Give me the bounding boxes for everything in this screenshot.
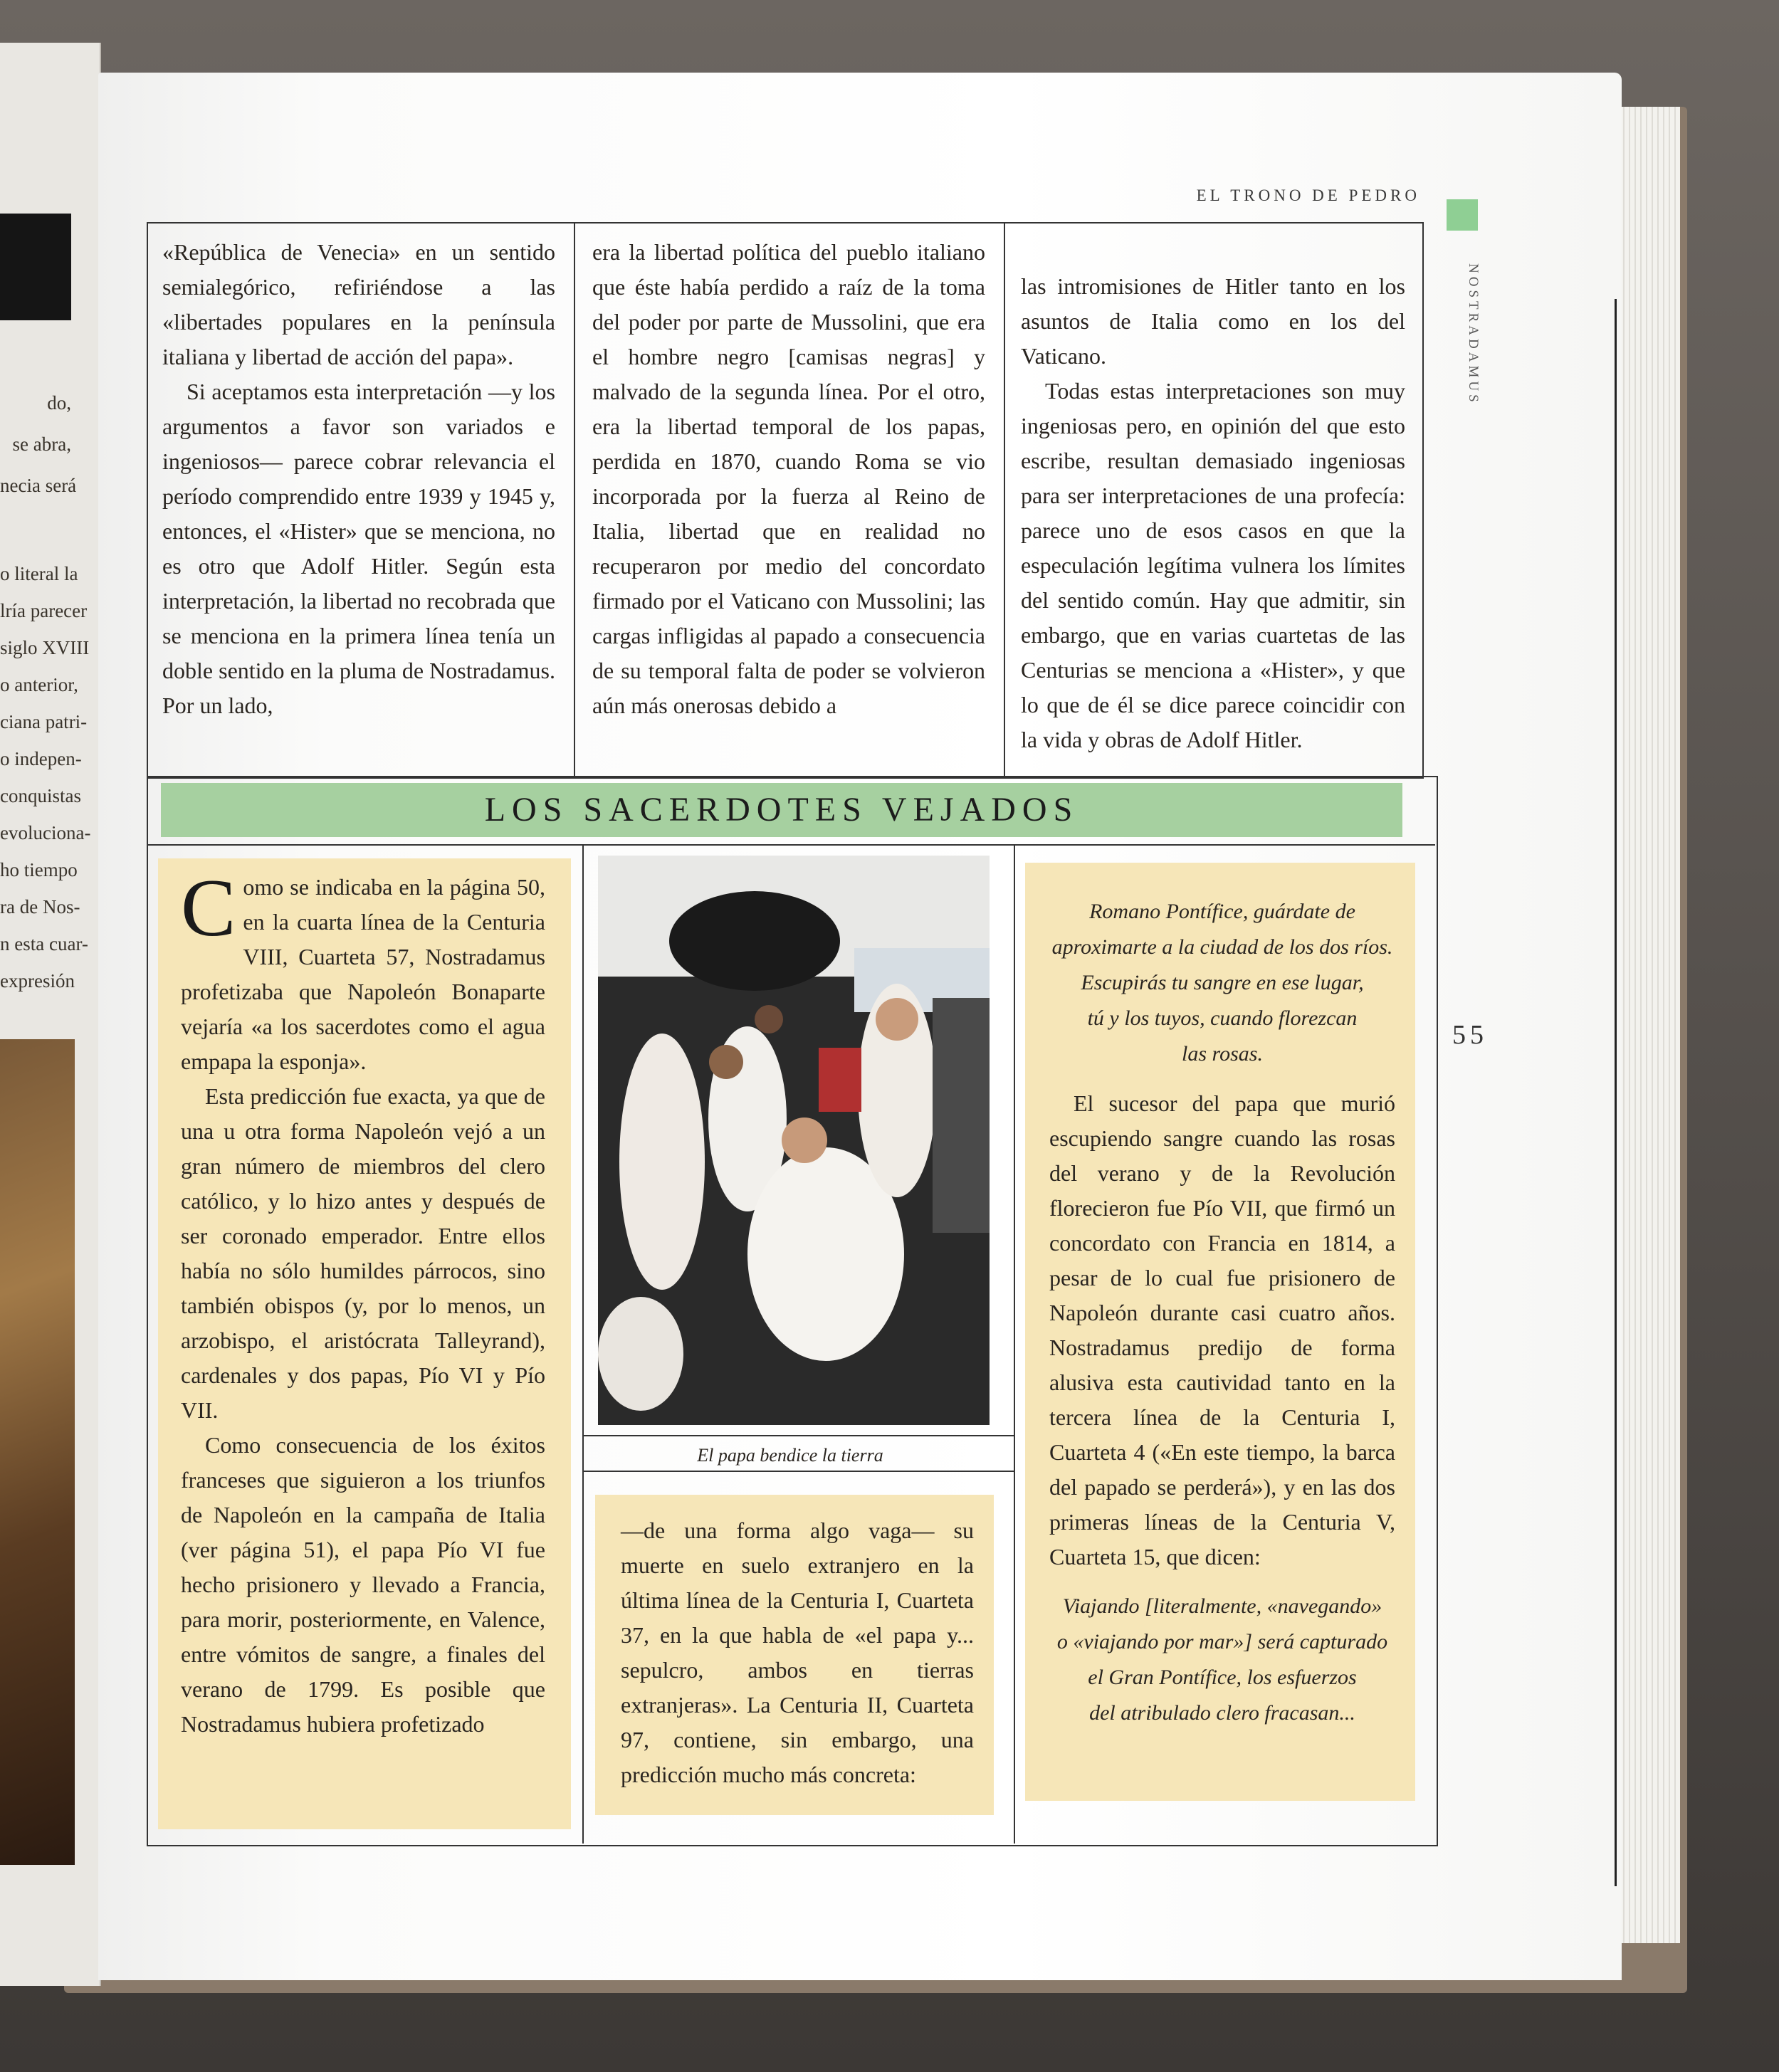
left-page-photo-top [0, 214, 71, 320]
section-column-3 [1049, 894, 1395, 1745]
verse-line: tú y los tuyos, cuando florezcan [1087, 1006, 1358, 1030]
left-page-fragment: do, [47, 392, 71, 414]
left-page-fragment: n esta cuar- [0, 933, 88, 955]
left-page-photo-bottom [0, 1039, 75, 1865]
verse-line: las rosas. [1182, 1042, 1263, 1066]
column-divider [1014, 846, 1015, 1844]
paragraph: —de una forma algo vaga— su muerte en suelo extranjero en la última línea de la Centuria I, Cuarteta 37, en la que habla de «el papa y... sepulcro, ambos en tierras extranjeras». La Centuria II, Cuarteta 97, contiene, sin embargo, una predicción mucho más concreta: [621, 1518, 974, 1787]
paragraph: Si aceptamos esta interpretación —y los argumentos a favor son variados e ingeniosos— parece cobrar relevancia el período comprendido entre 1939 y 1945 y, entonces, el «Hister» que se menciona, no es otro que Adolf Hitler. Según esta interpretación, la libertad no recobrada que se menciona en la primera línea tenía un doble sentido en la pluma de Nostradamus. Por un lado, [162, 379, 555, 718]
paragraph: Todas estas interpretaciones son muy ingeniosas pero, en opinión del que esto escribe, resultan demasiado ingeniosas para ser interpretaciones de una profecía: parece uno de esos casos en que la especulación legítima vulnera los límites del sentido común. Hay que admitir, sin embargo, que en varias cuartetas de las Centurias se menciona a «Hister», y que lo que de él se dice parece coincidir con la vida y obras de Adolf Hitler. [1021, 378, 1405, 752]
top-column-2 [592, 235, 985, 723]
left-page-fragment: expresión [0, 970, 75, 992]
verse-quote [1049, 1589, 1395, 1731]
top-column-1 [162, 235, 555, 723]
left-page-fragment: conquistas [0, 785, 81, 806]
column-divider [574, 223, 575, 776]
caption-rule-top [584, 1435, 1014, 1436]
pope-photo [598, 856, 990, 1425]
photo-caption: El papa bendice la tierra [697, 1445, 883, 1466]
paragraph: omo se indicaba en la página 50, en la cuarta línea de la Centuria VIII, Cuarteta 57, Nostradamus profetizaba que Napoleón Bonaparte vejaría «a los sacerdotes como el agua empapa la esponja». [181, 874, 545, 1074]
left-page-fragment: o literal la [0, 563, 78, 584]
left-page-fragment: siglo XVIII [0, 637, 90, 658]
paragraph: Esta predicción fue exacta, ya que de una u otra forma Napoleón vejó a un gran número de miembros del clero católico, y lo hizo antes y después de ser coronado emperador. Entre ellos había no sólo humildes párrocos, sino también obispos (y, por lo menos, un arzobispo, el aristócrata Talleyrand), cardenales y dos papas, Pío VI y Pío VII. [181, 1083, 545, 1423]
side-label: NOSTRADAMUS [1466, 263, 1481, 406]
verse-quote [1049, 894, 1395, 1072]
paragraph: Como consecuencia de los éxitos franceses que siguieron a los triunfos de Napoleón en la campaña de Italia (ver página 51), el papa Pío VI fue hecho prisionero y llevado a Francia, para morir, posteriormente, en Valence, entre vómitos de sangre, a finales del verano de 1799. Es posible que Nostradamus hubiera profetizado [181, 1432, 545, 1737]
left-page-fragment: o indepen- [0, 748, 82, 769]
left-page-fragment: ra de Nos- [0, 896, 80, 917]
accent-square [1447, 199, 1478, 231]
column-divider [582, 846, 584, 1844]
left-page-fragment: se abra, [12, 433, 71, 455]
left-page-fragment: necia será [0, 475, 77, 496]
running-title: EL TRONO DE PEDRO [1196, 186, 1420, 204]
top-column-3 [1021, 269, 1405, 757]
verse-line: Romano Pontífice, guárdate de [1089, 900, 1355, 923]
page-margin-rule [1615, 299, 1617, 1886]
verse-line: o «viajando por mar»] será capturado [1056, 1630, 1388, 1653]
verse-line: del atribulado clero fracasan... [1089, 1701, 1355, 1725]
paragraph: era la libertad política del pueblo italiano que éste había perdido a raíz de la toma del poder por parte de Mussolini, que era el hombre negro [camisas negras] y malvado de la segunda línea. Por el otro, era la libertad temporal de los papas, perdida en 1870, cuando Roma se vio incorporada por la fuerza al Reino de Italia, libertad que en realidad no recuperaron por medio del concordato firmado por el Vaticano con Mussolini; las cargas infligidas al papado a consecuencia de su temporal falta de poder se volvieron aún más onerosas debido a [592, 239, 985, 718]
column-divider [1004, 223, 1005, 776]
photo-illustration [598, 856, 990, 1425]
left-page-fragment: evoluciona- [0, 822, 91, 843]
left-page-fragment: o anterior, [0, 674, 78, 695]
verse-line: Viajando [literalmente, «navegando» [1062, 1594, 1382, 1618]
section-title: LOS SACERDOTES VEJADOS [484, 791, 1079, 829]
left-page [0, 43, 101, 1986]
verse-line: aproximarte a la ciudad de los dos ríos. [1051, 935, 1393, 959]
verse-line: el Gran Pontífice, los esfuerzos [1088, 1666, 1357, 1689]
paragraph: «República de Venecia» en un sentido semialegórico, refiriéndose a las «libertades populares en la península italiana y libertad de acción del papa». [162, 239, 555, 369]
verse-line: Escupirás tu sangre en ese lugar, [1081, 971, 1364, 994]
left-page-fragment: ciana patri- [0, 711, 88, 732]
section-header-rule [148, 844, 1435, 846]
caption-rule-bottom [584, 1471, 1014, 1472]
left-page-fragment: lría parecer [0, 600, 88, 621]
left-page-fragment: ho tiempo [0, 859, 78, 880]
paragraph: El sucesor del papa que murió escupiendo sangre cuando las rosas del verano y de la Revolución florecieron fue Pío VII, que firmó un concordato con Francia en 1814, a pesar de lo cual fue prisionero de Napoleón durante casi cuatro años. Nostradamus predijo de forma alusiva esta cautividad tanto en la tercera línea de la Centuria I, Cuarteta 4 («En este tiempo, la barca del papado se perderá»), y en las dos primeras líneas de la Centuria V, Cuarteta 15, que dicen: [1049, 1090, 1395, 1569]
drop-cap: C [181, 863, 236, 954]
page-number: 55 [1452, 1020, 1488, 1050]
section-column-1 [181, 863, 545, 1742]
paragraph: las intromisiones de Hitler tanto en los asuntos de Italia como en los del Vaticano. [1021, 273, 1405, 369]
section-column-2 [621, 1513, 974, 1792]
